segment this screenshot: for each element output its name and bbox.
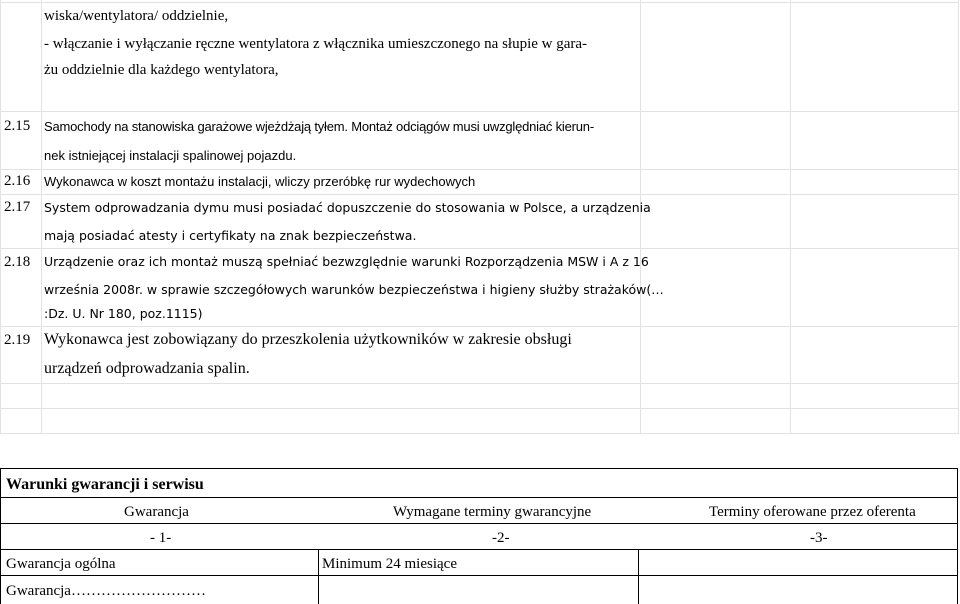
item-text-line: mają posiadać atesty i certyfikaty na znak bezpieczeństwa.: [44, 228, 417, 243]
continuation-line-3: żu oddzielnie dla każdego wentylatora,: [44, 62, 279, 78]
row-divider: [0, 169, 958, 170]
item-text-line: System odprowadzania dymu musi posiadać dopuszczenie do stosowania w Polsce, a urządzenia: [44, 200, 651, 215]
item-text-line: nek istniejącej instalacji spalinowej pojazdu.: [44, 148, 297, 163]
row-required-general-warranty: Minimum 24 miesiące: [322, 556, 457, 572]
continuation-line-2: - włączanie i wyłączanie ręczne wentylatora z włącznika umieszczonego na słupie w gara-: [44, 36, 588, 52]
row-divider: [0, 248, 958, 249]
item-number: 2.18: [4, 254, 31, 270]
empty-column-a: [640, 0, 791, 434]
row-label-warranty: Gwarancja………………………: [6, 583, 206, 599]
header-required-terms: Wymagane terminy gwarancyjne: [393, 504, 592, 520]
row-divider: [0, 383, 958, 384]
col-number-1: - 1-: [150, 530, 172, 546]
row-divider: [0, 111, 958, 112]
row-label-general-warranty: Gwarancja ogólna: [6, 556, 116, 572]
col-number-3: -3-: [810, 530, 828, 546]
row-divider: [0, 433, 958, 434]
number-column: [0, 0, 42, 434]
item-number: 2.17: [4, 199, 31, 215]
item-text-line: Samochody na stanowiska garażowe wjeżdżają tyłem. Montaż odciągów musi uwzględniać kierun-: [44, 119, 594, 134]
row-divider: [0, 2, 958, 3]
row-divider: [0, 326, 958, 327]
continuation-line-1: wiska/wentylatora/ oddzielnie,: [44, 8, 229, 24]
item-text-line: :Dz. U. Nr 180, poz.1115): [44, 306, 203, 321]
item-number: 2.19: [4, 332, 31, 348]
row-divider: [0, 194, 958, 195]
item-text-line: urządzeń odprowadzania spalin.: [44, 360, 250, 377]
warranty-title: Warunki gwarancji i serwisu: [6, 476, 204, 493]
item-text-line: Wykonawca w koszt montażu instalacji, wliczy przeróbkę rur wydechowych: [44, 174, 476, 189]
item-text-line: Wykonawca jest zobowiązany do przeszkolenia użytkowników w zakresie obsługi: [44, 331, 572, 348]
col-number-2: -2-: [492, 530, 510, 546]
empty-column-b: [790, 0, 959, 434]
item-text-line: Urządzenie oraz ich montaż muszą spełniać bezwzględnie warunki Rozporządzenia MSW i A z 16: [44, 254, 649, 269]
header-warranty: Gwarancja: [124, 504, 189, 520]
item-number: 2.16: [4, 173, 31, 189]
warranty-table: [0, 468, 958, 604]
item-text-line: września 2008r. w sprawie szczegółowych warunków bezpieczeństwa i higieny służby strażaków(…: [44, 282, 664, 297]
header-offered-terms: Terminy oferowane przez oferenta: [709, 504, 916, 520]
item-number: 2.15: [4, 118, 31, 134]
row-divider: [0, 408, 958, 409]
